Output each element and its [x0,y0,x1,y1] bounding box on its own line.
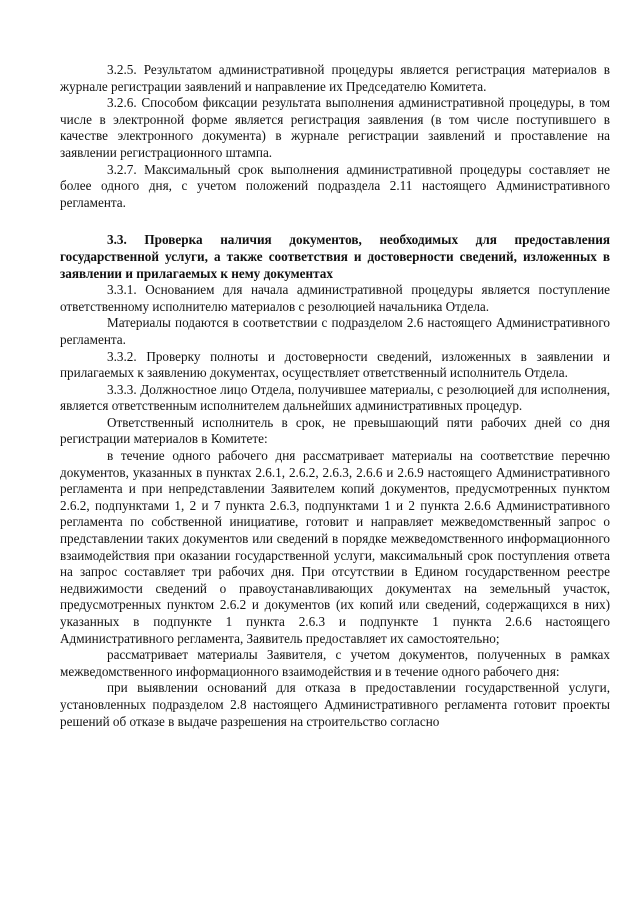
paragraph-3-2-7: 3.2.7. Максимальный срок выполнения административной процедуры составляет не более одного дня, с учетом положений подраздела 2.11 настоящего Административного регламента. [60,161,610,210]
paragraph-3-2-6: 3.2.6. Способом фиксации результата выполнения административной процедуры, в том числе в электронной форме является регистрация заявления (в том числе поступившего в качестве электронного документа) в журнале регистрации заявлений и проставление на заявлении регистрационного штампа. [60,95,610,160]
paragraph-executor-deadline: Ответственный исполнитель в срок, не превышающий пяти рабочих дней со дня регистрации материалов в Комитете: [60,414,610,447]
paragraph-3-3-3: 3.3.3. Должностное лицо Отдела, получившее материалы, с резолюцией для исполнения, является ответственным исполнителем дальнейших административных процедур. [60,381,610,414]
paragraph-review-materials: рассматривает материалы Заявителя, с учетом документов, полученных в рамках межведомственного информационного взаимодействия и в течение одного рабочего дня: [60,647,610,679]
section-gap [60,211,610,232]
section-heading-3-3: 3.3. Проверка наличия документов, необходимых для предоставления государственной услуги, а также соответствия и достоверности сведений, изложенных в заявлении и прилагаемых к нему документах [60,232,610,281]
paragraph-3-3-2: 3.3.2. Проверку полноты и достоверности сведений, изложенных в заявлении и прилагаемых к заявлению документах, осуществляет ответственный исполнитель Отдела. [60,348,610,381]
paragraph-3-2-5: 3.2.5. Результатом административной процедуры является регистрация материалов в журнале регистрации заявлений и направление их Председателю Комитета. [60,62,610,94]
paragraph-materials: Материалы подаются в соответствии с подразделом 2.6 настоящего Административного регламента. [60,315,610,347]
paragraph-first-day-review: в течение одного рабочего дня рассматривает материалы на соответствие перечню документов, указанных в пунктах 2.6.1, 2.6.2, 2.6.3, 2.6.6 и 2.6.9 настоящего Административного регламента и при непредставлении Заявителем копий документов, предусмотренных пунктом 2.6.2, подпунктами 1, 2 и 7 пункта 2.6.3, подпунктами 1 и 2 пункта 2.6.6 Административного регламента по собственной инициативе, готовит и направляет межведомственный запрос о представлении таких документов или сведений в порядке межведомственного информационного взаимодействия при оказании государственной услуги, максимальный срок поступления ответа на запрос составляет три рабочих дня. При отсутствии в Едином государственном реестре недвижимости сведений о правоустанавливающих документах на земельный участок, предусмотренных пунктом 2.6.2 и документов (их копий или сведений, содержащихся в них) указанных в подпункте 1 пункта 2.6.3 и подпункте 1 пункта 2.6.6 настоящего Административного регламента, Заявитель предоставляет их самостоятельно; [60,448,610,646]
paragraph-refusal-grounds: при выявлении оснований для отказа в предоставлении государственной услуги, установленных подразделом 2.8 настоящего Административного регламента готовит проекты решений об отказе в выдаче разрешения на строительство согласно [60,680,610,729]
paragraph-3-3-1: 3.3.1. Основанием для начала административной процедуры является поступление ответственному исполнителю материалов с резолюцией начальника Отдела. [60,282,610,314]
